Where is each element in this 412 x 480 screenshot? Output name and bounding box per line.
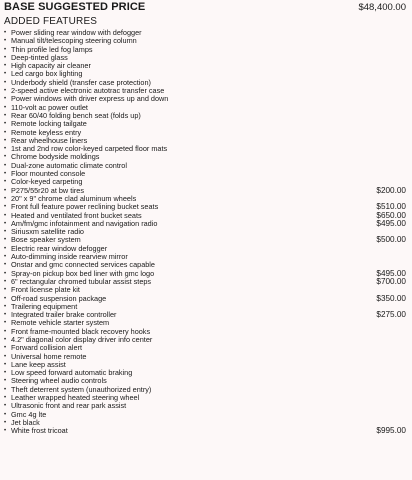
feature-price: $510.00 — [376, 202, 406, 212]
bullet-icon: • — [4, 287, 7, 294]
feature-name: Forward collision alert — [11, 343, 82, 353]
feature-name: Leather wrapped heated steering wheel — [11, 393, 140, 403]
feature-name: 110-volt ac power outlet — [11, 102, 88, 112]
feature-price: $500.00 — [376, 235, 406, 245]
feature-name: Bose speaker system — [11, 235, 81, 245]
bullet-icon: • — [4, 361, 7, 368]
features-list — [4, 29, 408, 436]
feature-name: Integrated trailer brake controller — [11, 310, 117, 320]
feature-name: Ultrasonic front and rear park assist — [11, 401, 127, 411]
bullet-icon: • — [4, 121, 7, 128]
bullet-icon: • — [4, 386, 7, 393]
feature-name: Universal home remote — [11, 351, 87, 361]
feature-name: High capacity air cleaner — [11, 61, 91, 71]
added-features-heading: ADDED FEATURES — [4, 16, 98, 27]
bullet-icon: • — [4, 220, 7, 227]
feature-price: $200.00 — [376, 185, 406, 195]
bullet-icon: • — [4, 179, 7, 186]
feature-name: P275/55r20 at bw tires — [11, 185, 85, 195]
bullet-icon: • — [4, 336, 7, 343]
feature-name: Remote keyless entry — [11, 127, 82, 137]
feature-name: Lane keep assist — [11, 359, 66, 369]
bullet-icon: • — [4, 312, 7, 319]
feature-name: Electric rear window defogger — [11, 243, 108, 253]
bullet-icon: • — [4, 38, 7, 45]
feature-name: 6" rectangular chromed tubular assist steps — [11, 276, 152, 286]
feature-price: $350.00 — [376, 293, 406, 303]
bullet-icon: • — [4, 204, 7, 211]
feature-name: Color-keyed carpeting — [11, 177, 83, 187]
bullet-icon: • — [4, 129, 7, 136]
feature-name: 4.2" diagonal color display driver info center — [11, 334, 153, 344]
bullet-icon: • — [4, 370, 7, 377]
feature-name: Siriusxm satellite radio — [11, 227, 84, 237]
bullet-icon: • — [4, 419, 7, 426]
feature-name: Off-road suspension package — [11, 293, 107, 303]
bullet-icon: • — [4, 63, 7, 70]
bullet-icon: • — [4, 171, 7, 178]
base-price-row — [4, 1, 408, 14]
base-price-label: BASE SUGGESTED PRICE — [4, 1, 146, 13]
feature-name: Trailering equipment — [11, 301, 78, 311]
bullet-icon: • — [4, 245, 7, 252]
feature-name: Rear 60/40 folding bench seat (folds up) — [11, 110, 141, 120]
feature-price: $700.00 — [376, 276, 406, 286]
feature-price: $650.00 — [376, 210, 406, 220]
bullet-icon: • — [4, 212, 7, 219]
bullet-icon: • — [4, 146, 7, 153]
bullet-icon: • — [4, 411, 7, 418]
bullet-icon: • — [4, 112, 7, 119]
base-price-value: $48,400.00 — [358, 2, 406, 13]
bullet-icon: • — [4, 54, 7, 61]
feature-name: Chrome bodyside moldings — [11, 152, 100, 162]
bullet-icon: • — [4, 88, 7, 95]
feature-name: Spray-on pickup box bed liner with gmc logo — [11, 268, 155, 278]
feature-price: $495.00 — [376, 218, 406, 228]
feature-row — [4, 402, 408, 410]
feature-row — [4, 411, 408, 419]
bullet-icon: • — [4, 345, 7, 352]
feature-name: Power windows with driver express up and down — [11, 94, 169, 104]
bullet-icon: • — [4, 254, 7, 261]
bullet-icon: • — [4, 96, 7, 103]
feature-name: 1st and 2nd row color-keyed carpeted floor mats — [11, 144, 168, 154]
feature-name: Gmc 4g lte — [11, 409, 47, 419]
bullet-icon: • — [4, 195, 7, 202]
bullet-icon: • — [4, 71, 7, 78]
feature-price: $995.00 — [376, 426, 406, 436]
bullet-icon: • — [4, 378, 7, 385]
feature-name: Theft deterrent system (unauthorized entry) — [11, 384, 152, 394]
feature-name: Jet black — [11, 417, 40, 427]
feature-name: Rear wheelhouse liners — [11, 135, 88, 145]
feature-name: Heated and ventilated front bucket seats — [11, 210, 142, 220]
bullet-icon: • — [4, 353, 7, 360]
bullet-icon: • — [4, 262, 7, 269]
feature-name: Dual-zone automatic climate control — [11, 160, 127, 170]
feature-name: Deep-tinted glass — [11, 52, 68, 62]
bullet-icon: • — [4, 154, 7, 161]
bullet-icon: • — [4, 403, 7, 410]
feature-name: Steering wheel audio controls — [11, 376, 107, 386]
feature-name: Underbody shield (transfer case protection) — [11, 77, 151, 87]
bullet-icon: • — [4, 328, 7, 335]
feature-name: 20" x 9" chrome clad aluminum wheels — [11, 193, 137, 203]
feature-name: Front frame-mounted black recovery hooks — [11, 326, 151, 336]
bullet-icon: • — [4, 270, 7, 277]
bullet-icon: • — [4, 162, 7, 169]
feature-name: Floor mounted console — [11, 169, 86, 179]
bullet-icon: • — [4, 237, 7, 244]
bullet-icon: • — [4, 104, 7, 111]
bullet-icon: • — [4, 428, 7, 435]
feature-price: $275.00 — [376, 310, 406, 320]
feature-name: Thin profile led fog lamps — [11, 44, 93, 54]
feature-name: 2-speed active electronic autotrac transfer case — [11, 86, 165, 96]
bullet-icon: • — [4, 278, 7, 285]
bullet-icon: • — [4, 187, 7, 194]
feature-name: Front full feature power reclining bucket seats — [11, 202, 159, 212]
feature-row — [4, 427, 408, 435]
feature-name: Front license plate kit — [11, 285, 80, 295]
bullet-icon: • — [4, 320, 7, 327]
bullet-icon: • — [4, 30, 7, 36]
bullet-icon: • — [4, 395, 7, 402]
bullet-icon: • — [4, 137, 7, 144]
bullet-icon: • — [4, 303, 7, 310]
feature-name: Led cargo box lighting — [11, 69, 83, 79]
feature-price: $495.00 — [376, 268, 406, 278]
feature-name: Auto-dimming inside rearview mirror — [11, 252, 128, 262]
feature-name: Remote vehicle starter system — [11, 318, 110, 328]
feature-name: Power sliding rear window with defogger — [11, 28, 142, 37]
feature-name: Onstar and gmc connected services capable — [11, 260, 155, 270]
feature-name: Low speed forward automatic braking — [11, 368, 133, 378]
bullet-icon: • — [4, 46, 7, 53]
feature-name: Am/fm/gmc infotainment and navigation radio — [11, 218, 158, 228]
feature-name: White frost tricoat — [11, 426, 68, 436]
bullet-icon: • — [4, 79, 7, 86]
feature-name: Remote locking tailgate — [11, 119, 87, 129]
bullet-icon: • — [4, 295, 7, 302]
bullet-icon: • — [4, 229, 7, 236]
feature-name: Manual tilt/telescoping steering column — [11, 36, 137, 46]
